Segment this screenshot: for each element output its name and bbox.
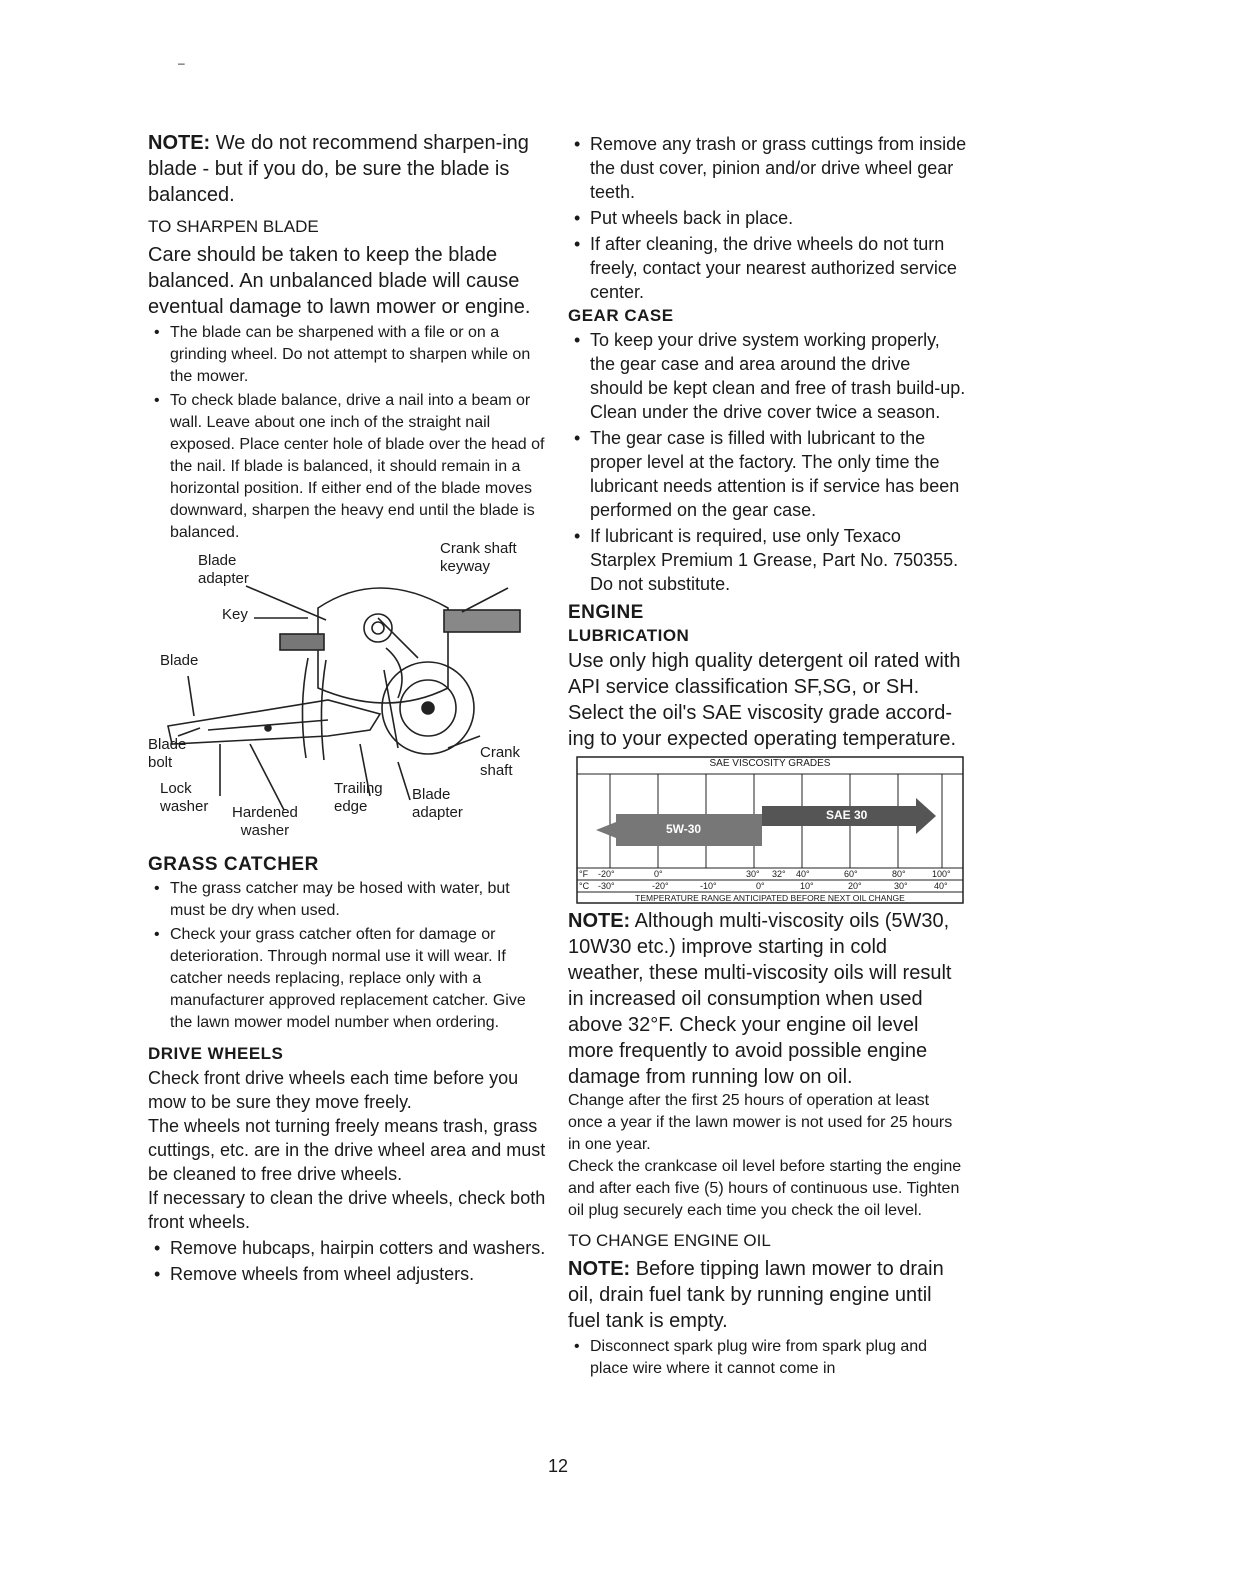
c-tick: -30° (598, 881, 615, 891)
list-item: • The gear case is filled with lubricant to the proper level at the factory. The only time the lubricant needs attention is if service has been performed on the gear case. (568, 426, 968, 522)
engine-heading: ENGINE (568, 602, 644, 623)
list-item: • Remove wheels from wheel adjusters. (148, 1262, 548, 1286)
f-tick: 80° (892, 869, 906, 879)
c-tick: 40° (934, 881, 948, 891)
list-item: • Check your grass catcher often for damage or deterioration. Through normal use it will wear. If catcher needs replacing, replace only with a manufacturer approved replacement catcher. Give the lawn mower model number when ordering. (148, 924, 548, 1034)
list-item: • To check blade balance, drive a nail into a beam or wall. Leave about one inch of the straight nail exposed. Place center hole of blade over the head of the nail. If blade is balanced, it should remain in a horizontal position. If either end of the blade moves downward, sharpen the heavy end until the blade is balanced. (148, 390, 548, 544)
gear-case-heading: GEAR CASE (568, 306, 674, 325)
right-column (568, 130, 968, 1382)
label-crank-shaft-keyway: Crank shaft keyway (440, 540, 517, 575)
drive-wheels-heading: DRIVE WHEELS (148, 1044, 284, 1063)
label-lock-washer: Lock washer (160, 780, 209, 815)
viscosity-footer: TEMPERATURE RANGE ANTICIPATED BEFORE NEXT OIL CHANGE (635, 893, 905, 903)
label-key: Key (222, 606, 248, 623)
c-tick: 0° (756, 881, 765, 891)
f-tick: 0° (654, 869, 663, 879)
label-hardened-washer: Hardened washer (232, 804, 298, 839)
drive-wheels-p1: Check front drive wheels each time before you mow to be sure they move freely. (148, 1068, 519, 1112)
f-tick: 32° (772, 869, 786, 879)
label-blade: Blade (160, 652, 199, 669)
label-blade-adapter-bottom: Blade adapter (412, 786, 463, 821)
note-text: Before tipping lawn mower to drain oil, drain fuel tank by running engine until fuel tank is empty. (568, 1258, 944, 1332)
page-number: 12 (548, 1456, 569, 1476)
oil-change-interval: Change after the first 25 hours of operation at least once a year if the lawn mower is not used for 25 hours in one year. (568, 1092, 953, 1153)
grade-5w30-label: 5W-30 (666, 822, 702, 836)
grass-catcher-heading: GRASS CATCHER (148, 854, 319, 875)
note-label: NOTE: (148, 132, 211, 154)
list-item: • Put wheels back in place. (568, 206, 968, 230)
lubrication-text: Use only high quality detergent oil rated with API service classification SF,SG, or SH. Select the oil's SAE viscosity grade accord-ing to your expected operating temperature. (568, 650, 961, 750)
oil-check-text: Check the crankcase oil level before starting the engine and after each five (5) hours of continuous use. Tighten oil plug securely each time you check the oil level. (568, 1158, 962, 1219)
label-trailing-edge: Trailing edge (334, 780, 383, 815)
c-tick: -20° (652, 881, 669, 891)
fahrenheit-unit: °F (579, 869, 589, 879)
c-tick: 20° (848, 881, 862, 891)
list-item: • If after cleaning, the drive wheels do not turn freely, contact your nearest authorized service center. (568, 232, 968, 304)
f-tick: 30° (746, 869, 760, 879)
label-crank-shaft: Crank shaft (480, 744, 521, 779)
label-blade-bolt: Blade bolt (148, 736, 187, 771)
sae-viscosity-chart (576, 756, 964, 904)
f-tick: 100° (932, 869, 951, 879)
grass-catcher-bullets (148, 878, 548, 1034)
drive-wheels-bullets (148, 1236, 548, 1286)
sharpen-blade-heading: TO SHARPEN BLADE (148, 217, 319, 236)
celsius-unit: °C (579, 881, 590, 891)
note-sharpening (148, 130, 548, 208)
note-multi-viscosity (568, 908, 968, 1090)
c-tick: -10° (700, 881, 717, 891)
sharpen-bullets (148, 322, 548, 544)
note-label: NOTE: (568, 1258, 631, 1280)
change-oil-bullets (568, 1336, 968, 1380)
note-text: We do not recommend sharpen-ing blade - but if you do, be sure the blade is balanced. (148, 132, 529, 206)
gear-case-bullets (568, 328, 968, 596)
list-item: • Remove hubcaps, hairpin cotters and washers. (148, 1236, 548, 1260)
list-item: • The blade can be sharpened with a file or on a grinding wheel. Do not attempt to sharpen while on the mower. (148, 322, 548, 388)
drive-wheels-p3: If necessary to clean the drive wheels, check both front wheels. (148, 1188, 546, 1232)
list-item: • Remove any trash or grass cuttings from inside the dust cover, pinion and/or drive wheel gear teeth. (568, 132, 968, 204)
c-tick: 10° (800, 881, 814, 891)
left-column (148, 130, 548, 1288)
note-label: NOTE: (568, 910, 631, 932)
drive-wheels-p2: The wheels not turning freely means trash, grass cuttings, etc. are in the drive wheel area and must be cleaned to free drive wheels. (148, 1116, 546, 1184)
label-blade-adapter-top: Blade adapter (198, 552, 249, 587)
blade-assembly-diagram (148, 540, 548, 848)
list-item: • Disconnect spark plug wire from spark plug and place wire where it cannot come in (568, 1336, 968, 1380)
change-oil-heading: TO CHANGE ENGINE OIL (568, 1231, 771, 1250)
viscosity-title: SAE VISCOSITY GRADES (709, 758, 831, 769)
scan-mark: – (178, 56, 185, 70)
list-item: • If lubricant is required, use only Texaco Starplex Premium 1 Grease, Part No. 750355. Do not substitute. (568, 524, 968, 596)
lubrication-heading: LUBRICATION (568, 626, 690, 645)
f-tick: 60° (844, 869, 858, 879)
note-drain-fuel (568, 1256, 968, 1334)
sharpen-intro: Care should be taken to keep the blade balanced. An unbalanced blade will cause eventual damage to lawn mower or engine. (148, 244, 531, 318)
grade-sae30-label: SAE 30 (826, 808, 868, 822)
note-text: Although multi-viscosity oils (5W30, 10W30 etc.) improve starting in cold weather, these multi-viscosity oils will result in increased oil consumption when used above 32°F. Check your engine oil level more frequently to avoid possible engine damage from running low on oil. (568, 910, 952, 1088)
cleaning-bullets (568, 132, 968, 304)
c-tick: 30° (894, 881, 908, 891)
f-tick: -20° (598, 869, 615, 879)
f-tick: 40° (796, 869, 810, 879)
list-item: • The grass catcher may be hosed with water, but must be dry when used. (148, 878, 548, 922)
list-item: • To keep your drive system working properly, the gear case and area around the drive should be kept clean and free of trash build-up. Clean under the drive cover twice a season. (568, 328, 968, 424)
